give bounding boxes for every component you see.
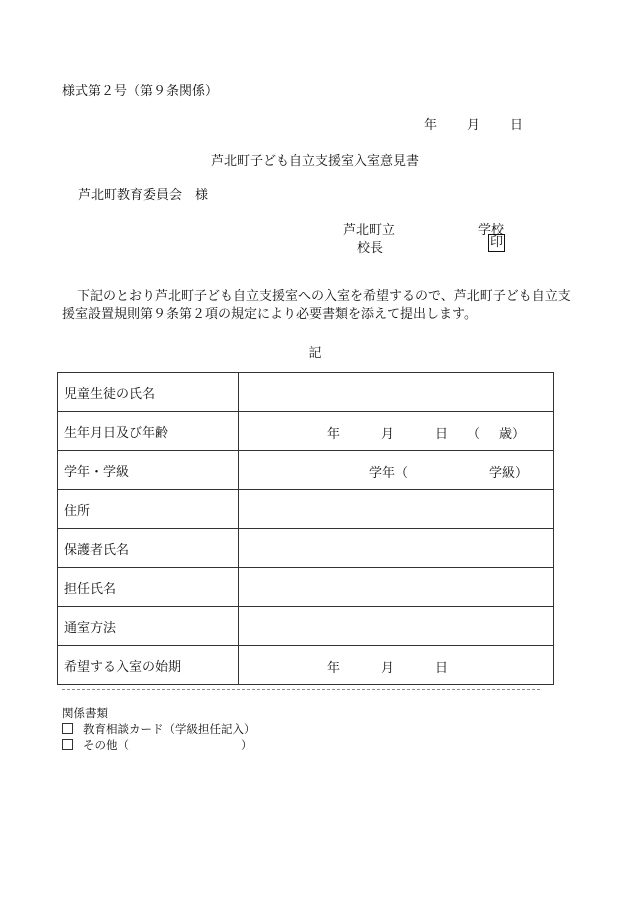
- dashed-divider: [62, 689, 540, 690]
- addressee: 芦北町教育委員会 様: [78, 188, 209, 203]
- row-label: 住所: [58, 490, 239, 529]
- ki-heading: 記: [308, 346, 322, 361]
- school-prefix: 芦北町立: [343, 223, 396, 238]
- row-label: 担任氏名: [58, 568, 239, 607]
- table-row: [58, 373, 554, 412]
- application-table: [57, 372, 554, 685]
- checkbox-counseling-card[interactable]: [62, 723, 73, 734]
- table-row: [58, 412, 554, 451]
- table-row: [58, 490, 554, 529]
- start-year: 年: [327, 661, 341, 676]
- birth-month: 月: [381, 427, 395, 442]
- checkbox-other[interactable]: [62, 739, 73, 750]
- table-row: [58, 568, 554, 607]
- class-label: 学級）: [489, 466, 529, 481]
- grade-class-field[interactable]: [239, 451, 554, 490]
- date-year: 年: [424, 118, 438, 133]
- start-day: 日: [435, 661, 449, 676]
- birthdate-age-field[interactable]: [239, 412, 554, 451]
- address-field[interactable]: [239, 490, 554, 529]
- row-label: 通室方法: [58, 607, 239, 646]
- row-label: 学年・学級: [58, 451, 239, 490]
- related-doc-label: その他（: [83, 738, 129, 752]
- principal-label: 校長: [357, 241, 384, 256]
- age-unit: 歳）: [499, 427, 526, 442]
- row-label: 生年月日及び年齢: [58, 412, 239, 451]
- form-number: 様式第２号（第９条関係）: [62, 84, 219, 99]
- table-row: [58, 451, 554, 490]
- table-row: [58, 607, 554, 646]
- seal-mark: 印: [490, 235, 504, 250]
- school-suffix: 学校: [478, 223, 505, 238]
- start-date-field[interactable]: [239, 646, 554, 685]
- related-doc-close: ）: [241, 738, 253, 752]
- submission-date: [424, 114, 523, 133]
- related-docs-title: 関係書類: [62, 706, 108, 720]
- related-doc-label: 教育相談カード（学級担任記入）: [83, 722, 256, 736]
- related-doc-item: [62, 737, 253, 753]
- student-name-field[interactable]: [239, 373, 554, 412]
- grade-label: 学年（: [369, 466, 409, 481]
- birth-day: 日: [435, 427, 449, 442]
- row-label: 児童生徒の氏名: [58, 373, 239, 412]
- table-row: [58, 529, 554, 568]
- date-day: 日: [510, 118, 524, 133]
- row-label: 保護者氏名: [58, 529, 239, 568]
- body-paragraph: 下記のとおり芦北町子ども自立支援室への入室を希望するので、芦北町子ども自立支援室設置規則第９条第２項の規定により必要書類を添えて提出します。: [62, 289, 571, 322]
- commute-method-field[interactable]: [239, 607, 554, 646]
- teacher-name-field[interactable]: [239, 568, 554, 607]
- document-title: 芦北町子ども自立支援室入室意見書: [210, 154, 419, 169]
- table-row: [58, 646, 554, 685]
- row-label: 希望する入室の始期: [58, 646, 239, 685]
- age-open: （: [467, 427, 481, 442]
- related-doc-item: [62, 721, 256, 737]
- guardian-name-field[interactable]: [239, 529, 554, 568]
- birth-year: 年: [327, 427, 341, 442]
- date-month: 月: [467, 118, 481, 133]
- start-month: 月: [381, 661, 395, 676]
